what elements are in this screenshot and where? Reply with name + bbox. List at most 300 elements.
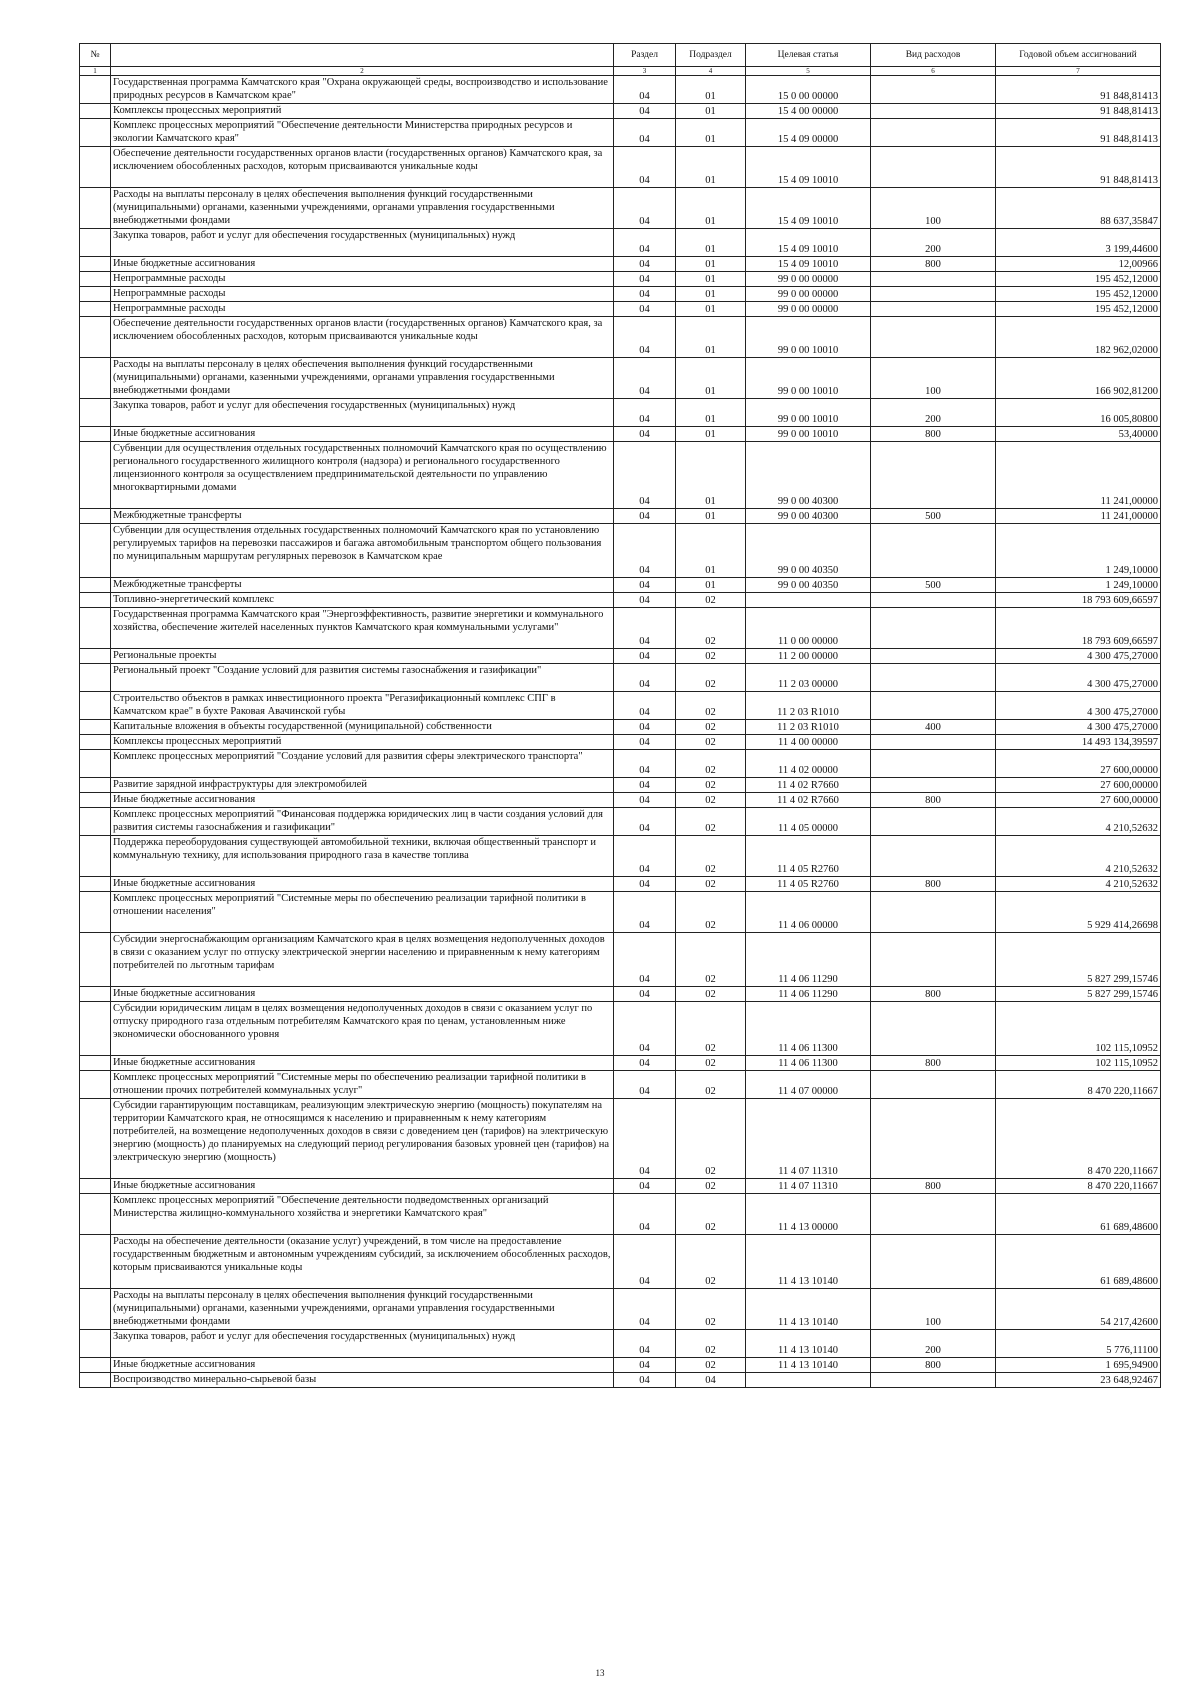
row-podrazdel: 02 [676, 1235, 746, 1289]
table-row [80, 793, 1161, 808]
row-podrazdel: 02 [676, 593, 746, 608]
row-expense-type [871, 593, 996, 608]
row-target-article: 11 0 00 00000 [746, 608, 871, 649]
row-target-article: 99 0 00 10010 [746, 317, 871, 358]
row-podrazdel: 01 [676, 257, 746, 272]
col-number: 4 [676, 67, 746, 76]
table-row [80, 735, 1161, 750]
row-razdel: 04 [614, 442, 676, 509]
row-target-article: 99 0 00 10010 [746, 399, 871, 427]
col-header-name [111, 44, 614, 67]
col-header-target-article: Целевая статья [746, 44, 871, 67]
row-podrazdel: 01 [676, 358, 746, 399]
table-row [80, 104, 1161, 119]
row-razdel: 04 [614, 1179, 676, 1194]
col-header-number: № [80, 44, 111, 67]
row-target-article: 99 0 00 40300 [746, 509, 871, 524]
column-numbers-row [80, 67, 1161, 76]
row-podrazdel: 02 [676, 735, 746, 750]
row-podrazdel: 02 [676, 1002, 746, 1056]
row-amount: 91 848,81413 [996, 104, 1161, 119]
row-name: Субсидии гарантирующим поставщикам, реализующим электрическую энергию (мощность) покупателям на территории Камчатского края, не относящимся к населению и приравненным к нему категориям потребителей, на возмещение недополученных доходов в связи с доведением цен (тарифов) на электрическую энергию (мощность) до планируемых на следующий период регулирования базовых уровней цен (тарифов) на электрическую энергию (мощность) [111, 1099, 614, 1179]
row-target-article: 99 0 00 40350 [746, 578, 871, 593]
table-row [80, 119, 1161, 147]
row-expense-type [871, 1235, 996, 1289]
table-row [80, 1002, 1161, 1056]
row-podrazdel: 01 [676, 317, 746, 358]
row-expense-type [871, 836, 996, 877]
table-row [80, 1056, 1161, 1071]
row-amount: 23 648,92467 [996, 1373, 1161, 1388]
row-razdel: 04 [614, 1373, 676, 1388]
row-amount: 166 902,81200 [996, 358, 1161, 399]
row-podrazdel: 02 [676, 608, 746, 649]
row-razdel: 04 [614, 272, 676, 287]
table-row [80, 649, 1161, 664]
table-row [80, 524, 1161, 578]
row-name: Межбюджетные трансферты [111, 509, 614, 524]
row-podrazdel: 01 [676, 104, 746, 119]
row-name: Иные бюджетные ассигнования [111, 793, 614, 808]
row-number [80, 524, 111, 578]
row-expense-type: 100 [871, 1289, 996, 1330]
row-expense-type [871, 1194, 996, 1235]
row-podrazdel: 02 [676, 836, 746, 877]
row-razdel: 04 [614, 104, 676, 119]
table-row [80, 302, 1161, 317]
table-row [80, 229, 1161, 257]
row-amount: 8 470 220,11667 [996, 1071, 1161, 1099]
row-target-article: 11 4 02 R7660 [746, 778, 871, 793]
row-number [80, 649, 111, 664]
table-row [80, 1194, 1161, 1235]
row-name: Иные бюджетные ассигнования [111, 427, 614, 442]
row-name: Субвенции для осуществления отдельных государственных полномочий Камчатского края по осуществлению регионального государственного жилищного контроля (надзора) и регионального государственного лицензионного контроля за осуществлением предпринимательской деятельности по управлению многоквартирными домами [111, 442, 614, 509]
row-target-article: 11 2 03 R1010 [746, 692, 871, 720]
row-amount: 91 848,81413 [996, 119, 1161, 147]
row-name: Иные бюджетные ассигнования [111, 257, 614, 272]
row-name: Региональный проект "Создание условий для развития системы газоснабжения и газификации" [111, 664, 614, 692]
row-target-article: 11 4 06 11290 [746, 987, 871, 1002]
col-header-podrazdel: Подраздел [676, 44, 746, 67]
row-expense-type: 100 [871, 358, 996, 399]
row-target-article: 15 0 00 00000 [746, 76, 871, 104]
page-number: 13 [595, 1668, 605, 1678]
row-target-article: 15 4 09 10010 [746, 188, 871, 229]
row-amount: 14 493 134,39597 [996, 735, 1161, 750]
row-number [80, 1071, 111, 1099]
table-row [80, 317, 1161, 358]
table-row [80, 287, 1161, 302]
row-expense-type: 800 [871, 877, 996, 892]
row-razdel: 04 [614, 877, 676, 892]
row-expense-type [871, 750, 996, 778]
row-number [80, 987, 111, 1002]
row-amount: 8 470 220,11667 [996, 1179, 1161, 1194]
row-target-article: 11 4 13 00000 [746, 1194, 871, 1235]
row-razdel: 04 [614, 1056, 676, 1071]
row-razdel: 04 [614, 229, 676, 257]
row-razdel: 04 [614, 358, 676, 399]
row-target-article: 15 4 09 10010 [746, 229, 871, 257]
row-amount: 5 776,11100 [996, 1330, 1161, 1358]
table-row [80, 442, 1161, 509]
row-number [80, 593, 111, 608]
row-number [80, 257, 111, 272]
row-target-article: 11 4 02 R7660 [746, 793, 871, 808]
row-razdel: 04 [614, 317, 676, 358]
row-target-article: 11 4 07 11310 [746, 1179, 871, 1194]
row-razdel: 04 [614, 793, 676, 808]
row-amount: 4 210,52632 [996, 836, 1161, 877]
row-amount: 195 452,12000 [996, 287, 1161, 302]
row-amount: 5 929 414,26698 [996, 892, 1161, 933]
row-expense-type [871, 735, 996, 750]
row-amount: 195 452,12000 [996, 302, 1161, 317]
table-row [80, 987, 1161, 1002]
table-row [80, 399, 1161, 427]
row-razdel: 04 [614, 836, 676, 877]
row-expense-type [871, 649, 996, 664]
table-row [80, 358, 1161, 399]
row-amount: 8 470 220,11667 [996, 1099, 1161, 1179]
row-expense-type: 200 [871, 1330, 996, 1358]
table-row [80, 750, 1161, 778]
row-expense-type [871, 933, 996, 987]
row-number [80, 1002, 111, 1056]
row-target-article: 11 4 06 11300 [746, 1056, 871, 1071]
row-razdel: 04 [614, 1071, 676, 1099]
row-podrazdel: 01 [676, 302, 746, 317]
row-expense-type: 500 [871, 578, 996, 593]
row-razdel: 04 [614, 399, 676, 427]
row-number [80, 442, 111, 509]
table-row [80, 877, 1161, 892]
row-podrazdel: 02 [676, 987, 746, 1002]
row-amount: 16 005,80800 [996, 399, 1161, 427]
row-number [80, 119, 111, 147]
row-number [80, 229, 111, 257]
row-amount: 4 300 475,27000 [996, 720, 1161, 735]
row-name: Комплекс процессных мероприятий "Финансовая поддержка юридических лиц в части создания условий для развития системы газоснабжения и газификации" [111, 808, 614, 836]
row-number [80, 287, 111, 302]
col-number: 3 [614, 67, 676, 76]
row-target-article: 99 0 00 00000 [746, 302, 871, 317]
table-row [80, 147, 1161, 188]
row-podrazdel: 02 [676, 1289, 746, 1330]
row-expense-type: 800 [871, 427, 996, 442]
row-number [80, 808, 111, 836]
row-razdel: 04 [614, 147, 676, 188]
row-name: Комплекс процессных мероприятий "Обеспечение деятельности Министерства природных ресурсов и экологии Камчатского края" [111, 119, 614, 147]
table-row [80, 933, 1161, 987]
table-row [80, 836, 1161, 877]
row-podrazdel: 01 [676, 427, 746, 442]
row-razdel: 04 [614, 593, 676, 608]
row-name: Субвенции для осуществления отдельных государственных полномочий Камчатского края по установлению регулируемых тарифов на перевозки пассажиров и багажа автомобильным транспортом общего пользования по муниципальным маршрутам регулярных перевозок в Камчатском крае [111, 524, 614, 578]
row-podrazdel: 01 [676, 578, 746, 593]
row-name: Непрограммные расходы [111, 302, 614, 317]
row-amount: 61 689,48600 [996, 1194, 1161, 1235]
row-target-article: 11 4 00 00000 [746, 735, 871, 750]
row-name: Непрограммные расходы [111, 272, 614, 287]
row-target-article: 99 0 00 00000 [746, 272, 871, 287]
col-number: 5 [746, 67, 871, 76]
row-name: Расходы на выплаты персоналу в целях обеспечения выполнения функций государственными (муниципальными) органами, казенными учреждениями, органами управления государственными внебюджетными фондами [111, 188, 614, 229]
row-number [80, 836, 111, 877]
table-body [80, 76, 1161, 1388]
row-expense-type [871, 1002, 996, 1056]
row-name: Развитие зарядной инфраструктуры для электромобилей [111, 778, 614, 793]
row-name: Капитальные вложения в объекты государственной (муниципальной) собственности [111, 720, 614, 735]
row-amount: 88 637,35847 [996, 188, 1161, 229]
row-target-article: 11 2 03 R1010 [746, 720, 871, 735]
row-name: Комплекс процессных мероприятий "Создание условий для развития сферы электрического транспорта" [111, 750, 614, 778]
row-razdel: 04 [614, 287, 676, 302]
row-amount: 27 600,00000 [996, 750, 1161, 778]
row-target-article: 99 0 00 40300 [746, 442, 871, 509]
row-number [80, 1373, 111, 1388]
row-number [80, 578, 111, 593]
row-razdel: 04 [614, 778, 676, 793]
row-name: Топливно-энергетический комплекс [111, 593, 614, 608]
row-target-article: 11 4 02 00000 [746, 750, 871, 778]
row-podrazdel: 02 [676, 1056, 746, 1071]
row-podrazdel: 01 [676, 76, 746, 104]
row-number [80, 720, 111, 735]
row-target-article: 11 4 13 10140 [746, 1289, 871, 1330]
row-expense-type: 400 [871, 720, 996, 735]
table-row [80, 892, 1161, 933]
row-amount: 11 241,00000 [996, 509, 1161, 524]
row-name: Субсидии юридическим лицам в целях возмещения недополученных доходов в связи с оказанием услуг по отпуску природного газа отдельным потребителям Камчатского края по ценам, установленным ниже экономически обоснованного уровня [111, 1002, 614, 1056]
row-number [80, 1289, 111, 1330]
row-expense-type [871, 1373, 996, 1388]
row-expense-type [871, 692, 996, 720]
row-amount: 102 115,10952 [996, 1002, 1161, 1056]
row-number [80, 76, 111, 104]
table-row [80, 808, 1161, 836]
row-number [80, 1099, 111, 1179]
row-expense-type [871, 272, 996, 287]
row-number [80, 427, 111, 442]
row-razdel: 04 [614, 608, 676, 649]
col-number: 7 [996, 67, 1161, 76]
row-amount: 3 199,44600 [996, 229, 1161, 257]
row-podrazdel: 02 [676, 664, 746, 692]
table-row [80, 1071, 1161, 1099]
row-amount: 53,40000 [996, 427, 1161, 442]
row-number [80, 509, 111, 524]
table-row [80, 1179, 1161, 1194]
row-podrazdel: 02 [676, 649, 746, 664]
row-name: Расходы на обеспечение деятельности (оказание услуг) учреждений, в том числе на предоставление государственным бюджетным и автономным учреждениям субсидий, за исключением обособленных расходов, которым присваиваются уникальные коды [111, 1235, 614, 1289]
row-number [80, 399, 111, 427]
row-name: Поддержка переоборудования существующей автомобильной техники, включая общественный транспорт и коммунальную технику, для использования природного газа в качестве топлива [111, 836, 614, 877]
row-amount: 1 249,10000 [996, 524, 1161, 578]
row-target-article: 11 4 05 R2760 [746, 836, 871, 877]
row-number [80, 608, 111, 649]
row-number [80, 793, 111, 808]
table-row [80, 578, 1161, 593]
row-razdel: 04 [614, 524, 676, 578]
row-number [80, 933, 111, 987]
row-razdel: 04 [614, 692, 676, 720]
row-name: Комплекс процессных мероприятий "Обеспечение деятельности подведомственных организаций Министерства жилищно-коммунального хозяйства и энергетики Камчатского края" [111, 1194, 614, 1235]
row-podrazdel: 02 [676, 1194, 746, 1235]
row-name: Иные бюджетные ассигнования [111, 1056, 614, 1071]
row-expense-type [871, 76, 996, 104]
row-amount: 5 827 299,15746 [996, 987, 1161, 1002]
row-amount: 4 300 475,27000 [996, 664, 1161, 692]
row-amount: 91 848,81413 [996, 76, 1161, 104]
row-razdel: 04 [614, 119, 676, 147]
row-name: Субсидии энергоснабжающим организациям Камчатского края в целях возмещения недополученных доходов в связи с оказанием услуг по отпуску электрической энергии населению и приравненным к нему категориям потребителей по льготным тарифам [111, 933, 614, 987]
row-number [80, 188, 111, 229]
table-row [80, 188, 1161, 229]
row-amount: 4 210,52632 [996, 877, 1161, 892]
row-expense-type [871, 287, 996, 302]
row-amount: 1 249,10000 [996, 578, 1161, 593]
row-amount: 1 695,94900 [996, 1358, 1161, 1373]
table-row [80, 1289, 1161, 1330]
row-target-article: 11 4 07 00000 [746, 1071, 871, 1099]
row-name: Иные бюджетные ассигнования [111, 877, 614, 892]
row-amount: 12,00966 [996, 257, 1161, 272]
row-target-article: 15 4 09 00000 [746, 119, 871, 147]
row-podrazdel: 02 [676, 1179, 746, 1194]
row-target-article: 11 4 05 R2760 [746, 877, 871, 892]
row-name: Иные бюджетные ассигнования [111, 1179, 614, 1194]
row-target-article [746, 593, 871, 608]
table-row [80, 664, 1161, 692]
table-row [80, 720, 1161, 735]
row-razdel: 04 [614, 1330, 676, 1358]
row-target-article: 11 4 05 00000 [746, 808, 871, 836]
row-target-article: 11 4 13 10140 [746, 1358, 871, 1373]
row-expense-type [871, 317, 996, 358]
col-number: 2 [111, 67, 614, 76]
row-razdel: 04 [614, 808, 676, 836]
row-target-article: 11 4 06 00000 [746, 892, 871, 933]
table-row [80, 692, 1161, 720]
table-row [80, 1373, 1161, 1388]
row-target-article: 15 4 09 10010 [746, 147, 871, 188]
row-amount: 54 217,42600 [996, 1289, 1161, 1330]
row-podrazdel: 02 [676, 1358, 746, 1373]
row-number [80, 302, 111, 317]
row-amount: 182 962,02000 [996, 317, 1161, 358]
row-podrazdel: 01 [676, 188, 746, 229]
row-razdel: 04 [614, 509, 676, 524]
row-name: Закупка товаров, работ и услуг для обеспечения государственных (муниципальных) нужд [111, 1330, 614, 1358]
row-number [80, 1179, 111, 1194]
row-name: Комплексы процессных мероприятий [111, 104, 614, 119]
row-target-article: 11 4 13 10140 [746, 1235, 871, 1289]
table-row [80, 1358, 1161, 1373]
row-number [80, 317, 111, 358]
row-number [80, 692, 111, 720]
row-expense-type [871, 119, 996, 147]
row-podrazdel: 02 [676, 892, 746, 933]
table-row [80, 1099, 1161, 1179]
row-amount: 18 793 609,66597 [996, 593, 1161, 608]
row-razdel: 04 [614, 1289, 676, 1330]
header-row [80, 44, 1161, 67]
row-razdel: 04 [614, 649, 676, 664]
row-expense-type [871, 892, 996, 933]
row-podrazdel: 02 [676, 692, 746, 720]
row-razdel: 04 [614, 76, 676, 104]
row-amount: 27 600,00000 [996, 778, 1161, 793]
row-target-article: 99 0 00 00000 [746, 287, 871, 302]
table-row [80, 593, 1161, 608]
row-expense-type [871, 778, 996, 793]
col-number: 1 [80, 67, 111, 76]
row-number [80, 778, 111, 793]
row-razdel: 04 [614, 750, 676, 778]
row-name: Межбюджетные трансферты [111, 578, 614, 593]
row-podrazdel: 01 [676, 509, 746, 524]
row-number [80, 272, 111, 287]
row-target-article: 11 2 03 00000 [746, 664, 871, 692]
row-name: Комплекс процессных мероприятий "Системные меры по обеспечению реализации тарифной политики в отношении населения" [111, 892, 614, 933]
row-podrazdel: 01 [676, 229, 746, 257]
row-podrazdel: 02 [676, 808, 746, 836]
row-name: Закупка товаров, работ и услуг для обеспечения государственных (муниципальных) нужд [111, 229, 614, 257]
table-row [80, 1330, 1161, 1358]
row-number [80, 1330, 111, 1358]
budget-table [79, 43, 1161, 1388]
row-expense-type: 200 [871, 229, 996, 257]
col-header-razdel: Раздел [614, 44, 676, 67]
row-razdel: 04 [614, 933, 676, 987]
table-row [80, 778, 1161, 793]
row-target-article: 11 4 06 11290 [746, 933, 871, 987]
row-podrazdel: 01 [676, 524, 746, 578]
row-expense-type: 800 [871, 1358, 996, 1373]
row-name: Обеспечение деятельности государственных органов власти (государственных органов) Камчатского края, за исключением обособленных расходов, которым присваиваются уникальные коды [111, 147, 614, 188]
table-row [80, 257, 1161, 272]
row-target-article: 99 0 00 40350 [746, 524, 871, 578]
row-number [80, 1235, 111, 1289]
row-name: Комплексы процессных мероприятий [111, 735, 614, 750]
row-podrazdel: 02 [676, 933, 746, 987]
row-number [80, 735, 111, 750]
row-razdel: 04 [614, 1235, 676, 1289]
row-razdel: 04 [614, 1194, 676, 1235]
row-number [80, 1056, 111, 1071]
table-row [80, 272, 1161, 287]
row-razdel: 04 [614, 188, 676, 229]
table-row [80, 1235, 1161, 1289]
row-name: Обеспечение деятельности государственных органов власти (государственных органов) Камчатского края, за исключением обособленных расходов, которым присваиваются уникальные коды [111, 317, 614, 358]
row-razdel: 04 [614, 720, 676, 735]
row-name: Региональные проекты [111, 649, 614, 664]
row-podrazdel: 01 [676, 119, 746, 147]
row-number [80, 877, 111, 892]
row-podrazdel: 01 [676, 147, 746, 188]
row-target-article: 11 4 06 11300 [746, 1002, 871, 1056]
table-row [80, 427, 1161, 442]
row-expense-type [871, 302, 996, 317]
row-target-article: 11 2 00 00000 [746, 649, 871, 664]
row-razdel: 04 [614, 578, 676, 593]
row-expense-type: 200 [871, 399, 996, 427]
row-expense-type [871, 664, 996, 692]
row-razdel: 04 [614, 735, 676, 750]
row-target-article: 15 4 09 10010 [746, 257, 871, 272]
